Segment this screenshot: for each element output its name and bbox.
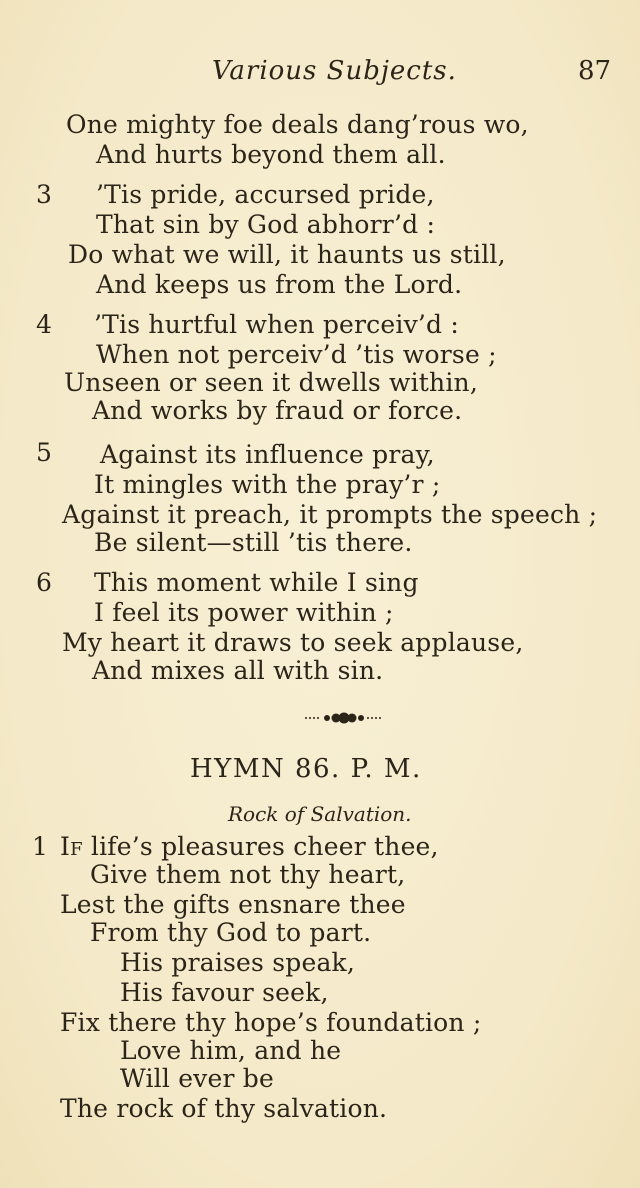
verse-line: Against it preach, it prompts the speech ;	[62, 500, 598, 529]
page-number: 87	[578, 56, 612, 86]
verse-line: Do what we will, it haunts us still,	[68, 240, 506, 269]
hymn-heading: HYMN 86. P. M.	[190, 754, 422, 784]
verse-line: That sin by God abhorr’d :	[96, 210, 436, 239]
verse-line: It mingles with the pray’r ;	[94, 470, 441, 499]
verse-line: ’Tis hurtful when perceiv’d :	[94, 310, 460, 339]
verse-line: From thy God to part.	[90, 918, 372, 947]
verse-line: Against its influence pray,	[100, 440, 435, 469]
verse-line: Be silent—still ’tis there.	[94, 528, 413, 557]
verse-line: When not perceiv’d ’tis worse ;	[96, 340, 497, 369]
verse-number: 6	[36, 568, 52, 597]
verse-line: This moment while I sing	[94, 568, 419, 597]
verse-line: The rock of thy salvation.	[60, 1094, 388, 1123]
verse-line: My heart it draws to seek applause,	[62, 628, 524, 657]
verse-line: Give them not thy heart,	[90, 860, 406, 889]
verse-line: Will ever be	[120, 1064, 274, 1093]
first-line-text: life’s pleasures cheer thee,	[82, 832, 439, 861]
verse-line: Unseen or seen it dwells within,	[64, 368, 478, 397]
verse-number: 3	[36, 180, 52, 209]
verse-line: Lest the gifts ensnare thee	[60, 890, 406, 919]
verse-line: His praises speak,	[120, 948, 356, 977]
hymn-subtitle: Rock of Salvation.	[228, 802, 412, 826]
ornament-divider	[305, 708, 383, 728]
verse-line: I feel its power within ;	[94, 598, 394, 627]
verse-number: 5	[36, 438, 52, 467]
verse-line: His favour seek,	[120, 978, 329, 1007]
verse-first-line	[60, 832, 439, 862]
verse-line: Fix there thy hope’s foundation ;	[60, 1008, 482, 1037]
continuation-line-2: And hurts beyond them all.	[96, 140, 446, 169]
verse-line: Love him, and he	[120, 1036, 342, 1065]
verse-line: And keeps us from the Lord.	[96, 270, 463, 299]
verse-line: And works by fraud or force.	[92, 396, 463, 425]
verse-number: 4	[36, 310, 52, 339]
continuation-line-1: One mighty foe deals dang’rous wo,	[66, 110, 529, 139]
running-header: Various Subjects.	[212, 56, 457, 86]
verse-line: And mixes all with sin.	[92, 656, 384, 685]
drop-word: If	[60, 832, 83, 861]
verse-line: ’Tis pride, accursed pride,	[96, 180, 435, 209]
verse-number: 1	[32, 832, 48, 861]
